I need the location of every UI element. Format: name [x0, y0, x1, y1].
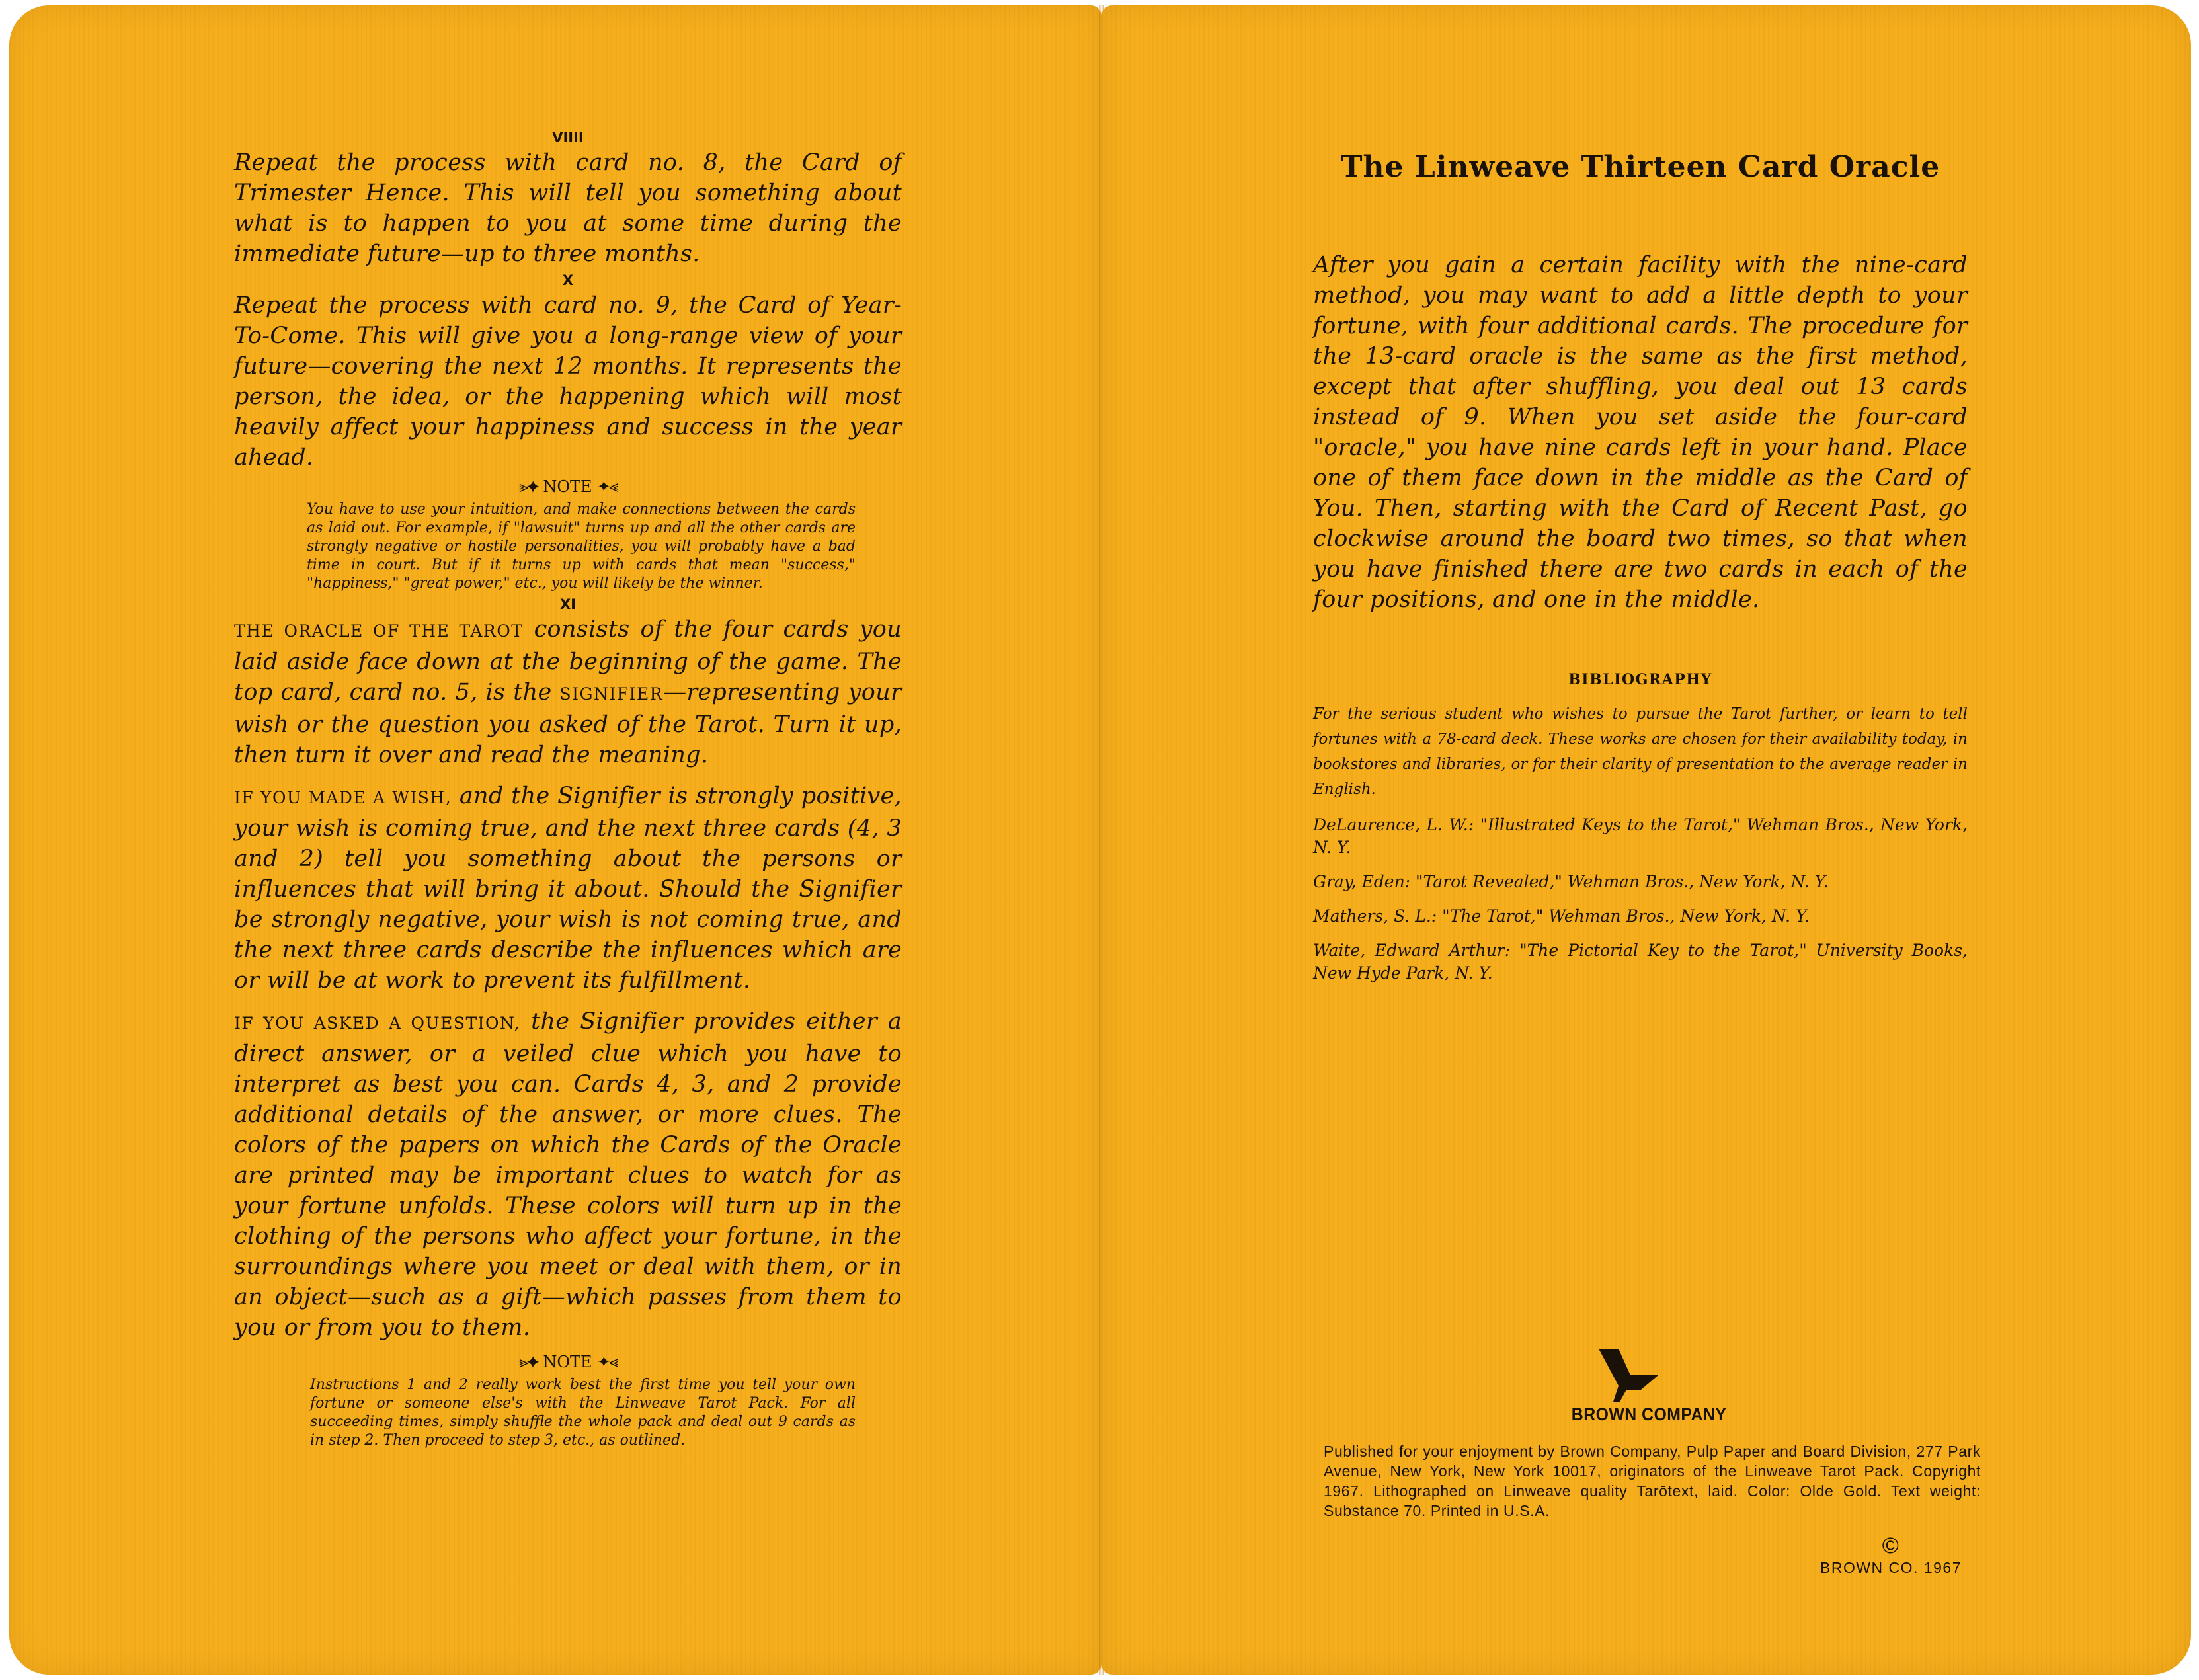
wish-text: and the Signifier is strongly positive, your wish is coming true, and the next three cards (4, 3 and 2) tell you something about the persons or influences that will bring it about. Should the Signifier be strongly negative, your wish is not coming true, and the next three cards describe the influences which are or will be at work to prevent its fulfillment. [234, 783, 902, 994]
question-paragraph [234, 1006, 902, 1343]
left-ornament-icon: ⪢✦ [519, 1353, 538, 1371]
left-page [9, 5, 1101, 1675]
publisher-info: Published for your enjoyment by Brown Company, Pulp Paper and Board Division, 277 Park Avenue, New York, New York 10017, originators of the Linweave Tarot Pack. Copyright 1967. Lithographed on Linweave quality Tarōtext, laid. Color: Olde Gold. Text weight: Substance 70. Printed in U.S.A. [1324, 1443, 1981, 1519]
note-text-2: Instructions 1 and 2 really work best the first time you tell your own fortune or someone else's with the Linweave Tarot Pack. For all succeeding times, simply shuffle the whole pack and deal out 9 cards as in step 2. Then proceed to step 3, etc., as outlined. [310, 1377, 856, 1449]
oracle-text-b: —representing your wish or the question you asked of the Tarot. Turn it up, then turn it over and read the meaning. [234, 679, 902, 768]
section-x-text: Repeat the process with card no. 9, the Card of Year-To-Come. This will give you a long-range view of your future—covering the next 12 months. It represents the person, the idea, or the happening which will most heavily affect your happiness and success in the year ahead. [234, 292, 902, 471]
section-xi-numeral: XI [559, 596, 576, 612]
bibliography-heading: BIBLIOGRAPHY [1568, 671, 1712, 688]
page-title: The Linweave Thirteen Card Oracle [1340, 150, 1940, 184]
bibliography-entry: Gray, Eden: "Tarot Revealed," Wehman Bros., New York, N. Y. [1313, 872, 1829, 891]
oracle-text-a: consists of the four cards you laid aside face down at the beginning of the game. The top card, card no. 5, is the [234, 616, 902, 705]
copyright-line: BROWN CO. 1967 [1820, 1559, 1962, 1576]
note-label: NOTE [543, 1353, 592, 1371]
left-column [234, 128, 902, 1450]
right-ornament-icon: ✦⪡ [597, 477, 617, 496]
left-ornament-icon: ⪢✦ [519, 477, 538, 496]
bibliography-entry: Waite, Edward Arthur: "The Pictorial Key to the Tarot," University Books, New Hyde Park, N. Y. [1313, 941, 1968, 982]
oracle-paragraph [234, 614, 902, 770]
oracle-lead: THE ORACLE OF THE TAROT [234, 621, 524, 641]
bibliography-entry: Mathers, S. L.: "The Tarot," Wehman Bros., New York, N. Y. [1313, 906, 1810, 926]
copyright-icon: © [1882, 1533, 1900, 1558]
right-ornament-icon: ✦⪡ [597, 1353, 617, 1371]
wish-paragraph [234, 781, 902, 996]
logo-text: BROWN COMPANY [1571, 1404, 1727, 1424]
copyright-block [1798, 1533, 1983, 1577]
thirteen-card-intro: After you gain a certain facility with the nine-card method, you may want to add a little depth to your fortune, with four additional cards. The procedure for the 13-card oracle is the same as the first method, except that after shuffling, you deal out 13 cards instead of 9. When you set aside the four-card "oracle," you have nine cards left in your hand. Place one of them face down in the middle as the Card of You. Then, starting with the Card of Recent Past, go clockwise around the board two times, so that when you have finished there are two cards in each of the four positions, and one in the middle. [1313, 252, 1968, 613]
note-text-1: You have to use your intuition, and make connections between the cards as laid out. For example, if "lawsuit" turns up and all the other cards are strongly negative or hostile personalities, you will probably have a bad time in court. But if it turns up with cards that mean "success," "happiness," "great power," etc., you will likely be the winner. [307, 501, 856, 592]
question-lead: IF YOU ASKED A QUESTION, [234, 1014, 521, 1033]
bibliography-intro: For the serious student who wishes to pursue the Tarot further, or learn to tell fortunes with a 78-card deck. These works are chosen for their availability today, in bookstores and libraries, or for their clarity of presentation to the average reader in English. [1313, 705, 1968, 798]
section-x-numeral: X [562, 272, 574, 288]
section-viiii-numeral: VIIII [552, 130, 584, 145]
brown-company-logo [1567, 1349, 1727, 1425]
bibliography-entry: DeLaurence, L. W.: "Illustrated Keys to the Tarot," Wehman Bros., New York, N. Y. [1313, 815, 1968, 857]
signifier-term: SIGNIFIER [559, 684, 664, 703]
right-column [1313, 147, 1968, 984]
note-label: NOTE [543, 477, 592, 496]
note-heading-1 [234, 477, 902, 497]
wish-lead: IF YOU MADE A WISH, [234, 788, 452, 807]
bird-logo-icon [1587, 1349, 1659, 1402]
question-text: the Signifier provides either a direct answer, or a veiled clue which you have to interpret as best you can. Cards 4, 3, and 2 provide additional details of the answer, or more clues. The colors of the papers on which the Cards of the Oracle are printed may be important clues to watch for as your fortune unfolds. These colors will turn up in the clothing of the persons who affect your fortune, in the surroundings where you meet or deal with them, or in an object—such as a gift—which passes from them to you or from you to them. [234, 1008, 902, 1341]
note-heading-2 [234, 1352, 902, 1372]
section-viiii-text: Repeat the process with card no. 8, the Card of Trimester Hence. This will tell you something about what is to happen to you at some time during the immediate future—up to three months. [234, 149, 902, 267]
